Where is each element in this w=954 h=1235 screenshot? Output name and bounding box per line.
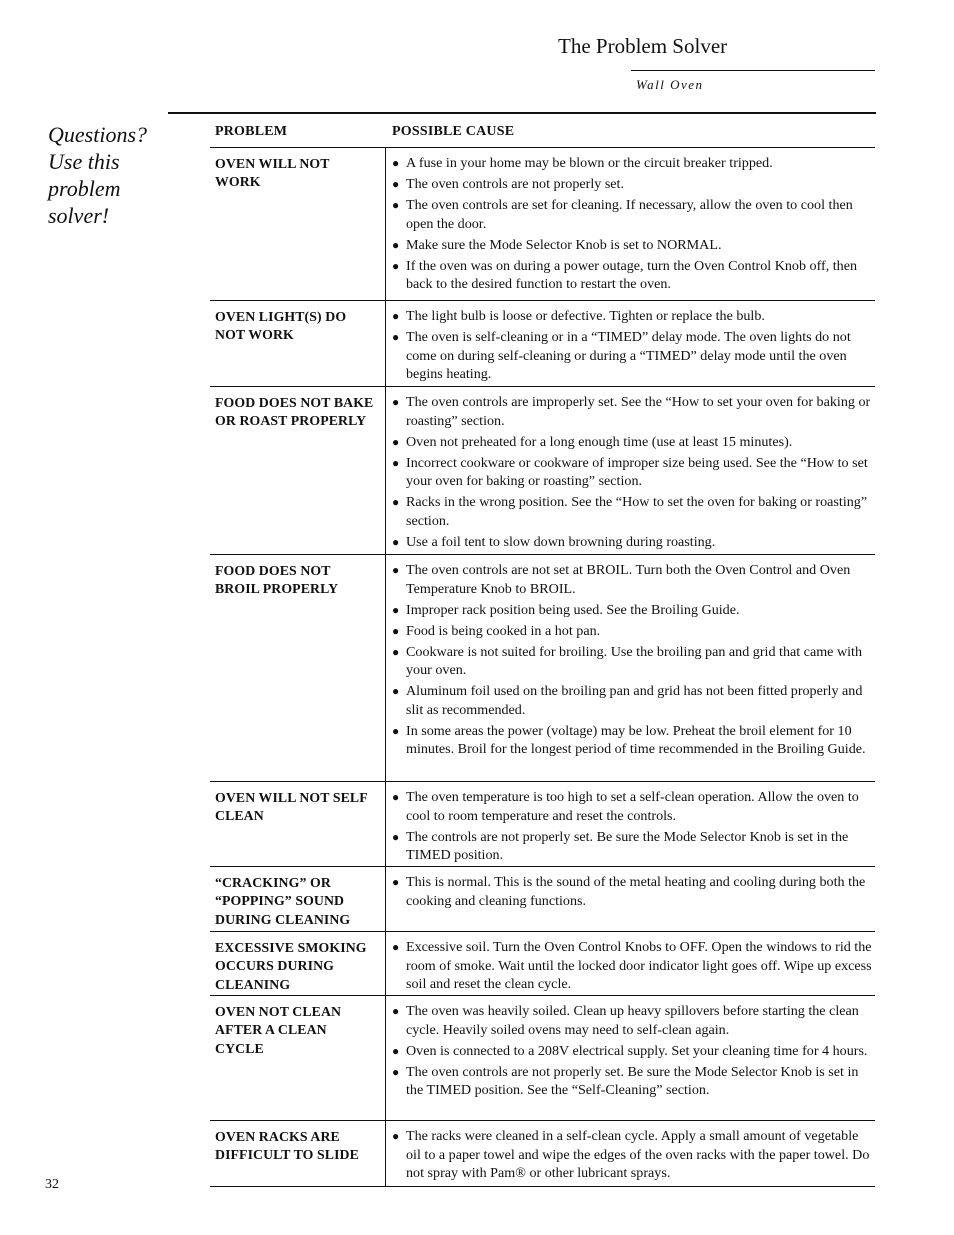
bullet-icon: ● [392,1004,400,1018]
cause-text: Improper rack position being used. See the Broiling Guide. [406,601,740,618]
bullet-icon: ● [392,1043,400,1058]
bullet-icon: ● [392,330,400,344]
cause-text: The oven controls are improperly set. See the “How to set your oven for baking or roasting” section. [406,394,871,429]
cause-item [392,1002,872,1039]
sidenote: Questions? Use this problem solver! [48,122,147,228]
cause-item [392,175,872,194]
cause-text: Excessive soil. Turn the Oven Control Knobs to OFF. Open the windows to rid the room of smoke. Wait until the locked door indicator light goes off. Wipe up excess soil and reset the clean cycle. [406,939,872,992]
cause-text: Food is being cooked in a hot pan. [406,622,601,639]
cause-list [392,1127,872,1185]
cause-item [392,643,872,680]
bullet-icon: ● [392,309,400,323]
cause-text: The oven controls are not properly set. [406,176,624,192]
problem-label: OVEN RACKS ARE DIFFICULT TO SLIDE [215,1129,359,1163]
cause-item [392,533,872,552]
cause-item [392,1063,872,1100]
column-divider [385,867,386,932]
bullet-icon: ● [392,829,400,844]
bullet-icon: ● [392,156,400,170]
bullet-icon: ● [392,684,400,698]
cause-item [392,236,872,255]
cause-text: Make sure the Mode Selector Knob is set to NORMAL. [406,236,722,253]
column-divider [385,301,386,387]
problem-label: “CRACKING” OR “POPPING” SOUND DURING CLEANING [215,875,351,927]
table-row [210,300,875,387]
column-divider [385,932,386,996]
table-row [210,781,875,867]
column-divider [385,148,386,301]
problem-label: OVEN WILL NOT SELF CLEAN [215,790,368,824]
cause-list [392,561,872,761]
problem-label: EXCESSIVE SMOKING OCCURS DURING CLEANING [215,940,367,992]
column-divider [385,555,386,782]
problem-label: FOOD DOES NOT BAKE OR ROAST PROPERLY [215,395,374,429]
bullet-icon: ● [392,434,400,449]
cause-list [392,873,872,913]
header-rule [631,70,875,71]
table-row [210,931,875,996]
bullet-icon: ● [392,1064,400,1079]
cause-item [392,196,872,233]
cause-text: The oven controls are set for cleaning. If necessary, allow the oven to cool then open the door. [406,197,853,232]
cause-text: This is normal. This is the sound of the metal heating and cooling during both the cooking and cleaning functions. [406,874,866,909]
cause-item [392,493,872,530]
bullet-icon: ● [392,495,400,509]
cause-item [392,307,872,326]
cause-list [392,393,872,554]
table-row [210,1120,875,1187]
cause-text: Oven not preheated for a long enough time (use at least 15 minutes). [406,433,793,450]
table-row [210,386,875,555]
bullet-icon: ● [392,1129,400,1143]
bullet-icon: ● [392,258,400,273]
bullet-icon: ● [392,623,400,638]
cause-text: The oven controls are not set at BROIL. Turn both the Oven Control and Oven Temperature Knob to BROIL. [406,562,851,597]
cause-text: The oven temperature is too high to set a self-clean operation. Allow the oven to cool to room temperature and reset the controls. [406,789,859,824]
cause-text: Racks in the wrong position. See the “How to set the oven for baking or roasting” section. [406,494,868,529]
column-header-cause: POSSIBLE CAUSE [392,124,515,139]
cause-text: The controls are not properly set. Be sure the Mode Selector Knob is set in the TIMED position. [406,828,849,863]
problem-label: OVEN LIGHT(S) DO NOT WORK [215,309,347,343]
problem-label: OVEN WILL NOT WORK [215,156,330,190]
cause-item [392,828,872,865]
cause-list [392,154,872,296]
bullet-icon: ● [392,198,400,212]
cause-list [392,788,872,867]
cause-item [392,682,872,719]
cause-text: A fuse in your home may be blown or the circuit breaker tripped. [406,155,773,171]
cause-item [392,433,872,452]
cause-text: The oven was heavily soiled. Clean up heavy spillovers before starting the clean cycle. Heavily soiled ovens may need to self-clean again. [406,1003,859,1038]
cause-item [392,393,872,430]
column-divider [385,1121,386,1186]
cause-item [392,561,872,598]
bullet-icon: ● [392,177,400,191]
cause-text: The light bulb is loose or defective. Tighten or replace the bulb. [406,308,765,324]
bullet-icon: ● [392,395,400,409]
column-divider [385,387,386,555]
cause-text: Oven is connected to a 208V electrical supply. Set your cleaning time for 4 hours. [406,1042,868,1059]
bullet-icon: ● [392,790,400,804]
bullet-icon: ● [392,237,400,252]
cause-item [392,601,872,620]
page-number: 32 [45,1177,59,1192]
cause-item [392,454,872,491]
bullet-icon: ● [392,602,400,617]
cause-item [392,1042,872,1061]
column-divider [385,782,386,867]
bullet-icon: ● [392,563,400,577]
section-subtitle: Wall Oven [636,77,704,92]
problem-label: OVEN NOT CLEAN AFTER A CLEAN CYCLE [215,1004,342,1056]
cause-item [392,1127,872,1183]
bullet-icon: ● [392,455,400,470]
cause-item [392,328,872,384]
table-row [210,554,875,782]
table-row [210,995,875,1121]
cause-item [392,257,872,294]
cause-text: In some areas the power (voltage) may be low. Preheat the broil element for 10 minutes. Broil for the longest period of time recommended in the Broiling Guide. [406,722,866,757]
column-divider [385,996,386,1121]
bullet-icon: ● [392,534,400,549]
bullet-icon: ● [392,644,400,659]
bullet-icon: ● [392,940,400,954]
cause-item [392,622,872,641]
bullet-icon: ● [392,875,400,889]
cause-text: Use a foil tent to slow down browning during roasting. [406,533,716,550]
cause-text: The oven controls are not properly set. Be sure the Mode Selector Knob is set in the TIMED position. See the “Self-Cleaning” section. [406,1063,859,1098]
problem-label: FOOD DOES NOT BROIL PROPERLY [215,563,339,597]
table-row [210,866,875,932]
table-top-rule [168,112,876,114]
cause-list [392,1002,872,1102]
cause-item [392,938,872,994]
cause-text: If the oven was on during a power outage, turn the Oven Control Knob off, then back to the desired function to restart the oven. [406,257,858,292]
cause-text: The racks were cleaned in a self-clean cycle. Apply a small amount of vegetable oil to a paper towel and wipe the edges of the oven racks with the paper towel. Do not spray with Pam® or other lubricant sprays. [406,1128,870,1181]
cause-text: The oven is self-cleaning or in a “TIMED” delay mode. The oven lights do not come on during self-cleaning or during a “TIMED” delay mode until the oven begins heating. [406,329,851,382]
cause-list [392,938,872,996]
cause-text: Cookware is not suited for broiling. Use the broiling pan and grid that came with your oven. [406,643,862,678]
cause-list [392,307,872,386]
cause-item [392,154,872,173]
table-row [210,147,875,301]
cause-item [392,788,872,825]
cause-text: Incorrect cookware or cookware of improper size being used. See the “How to set your oven for baking or roasting” section. [406,454,868,489]
cause-item [392,722,872,759]
cause-text: Aluminum foil used on the broiling pan and grid has not been fitted properly and slit as recommended. [406,683,863,718]
bullet-icon: ● [392,723,400,738]
column-header-problem: PROBLEM [215,124,288,139]
cause-item [392,873,872,910]
page-title: The Problem Solver [558,34,728,58]
